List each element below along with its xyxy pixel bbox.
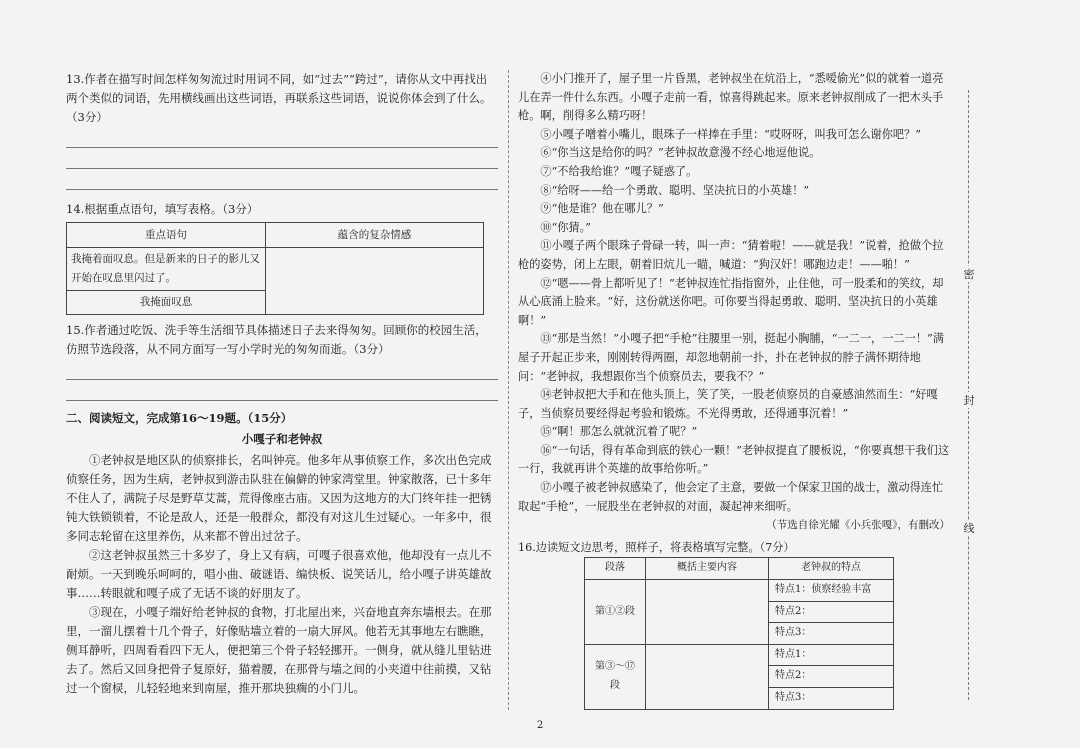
question-16: 16.边读短文边思考，照样子，将表格填写完整。（7分） — [518, 540, 795, 554]
page-number: 2 — [536, 720, 544, 731]
column-divider — [508, 70, 509, 710]
q16-header-traits: 老钟叔的特点 — [769, 558, 894, 580]
right-column — [518, 70, 950, 710]
paragraph: ⑯“一句话，得有革命到底的铁心一颗！”老钟叔提直了腰板说，“你要真想干我们这一行，我就再讲个英雄的故事给你听。” — [518, 443, 950, 476]
question-14: 14.根据重点语句，填写表格。（3分） — [66, 202, 259, 216]
q16-trait-cell[interactable]: 特点3： — [769, 688, 894, 710]
answer-line[interactable] — [66, 361, 498, 380]
q16-table — [584, 557, 894, 709]
q16-trait-cell[interactable]: 特点1： — [769, 644, 894, 666]
paragraph: ⑦“不给我给谁？”嘎子疑惑了。 — [540, 164, 698, 178]
q14-sentence-cell: 我掩着面叹息。但是新来的日子的影儿又开始在叹息里闪过了。 — [67, 248, 266, 291]
gutter-line-char: 线 — [961, 520, 977, 536]
paragraph: ⑭老钟叔把大手和在他头顶上，笑了笑，一股老侦察员的自豪感油然而生：“好嘎子，当侦察员要经得起考验和锻炼。不光得勇敢，还得通事沉着！” — [518, 388, 938, 420]
q14-sentence-cell-2: 我掩面叹息 — [67, 291, 266, 315]
source-citation: （节选自徐光耀《小兵张嘎》，有删改） — [766, 519, 950, 532]
q16-trait-cell[interactable]: 特点2： — [769, 601, 894, 623]
left-column — [66, 70, 498, 698]
q16-trait-cell[interactable]: 特点3： — [769, 623, 894, 645]
q16-group2-summary-answer[interactable] — [646, 644, 769, 709]
q16-group1-summary-answer[interactable] — [646, 580, 769, 645]
q16-header-paragraph: 段落 — [585, 558, 646, 580]
q16-group2-label: 第③～⑰段 — [585, 644, 646, 709]
paragraph: ⑬“那是当然！”小嘎子把“手枪”往腰里一别，挺起小胸脯，“一二一，一二一！”满屋子开起正步来，刚刚转得两圈，却忽地朝前一扑，扑在老钟叔的脖子满怀期待地问：“老钟叔，我想跟你当个侦察员去，要我不？” — [518, 332, 944, 383]
paragraph: ⑮“啊！那怎么就就沉着了呢？” — [540, 425, 698, 439]
q16-group1-label: 第①②段 — [585, 580, 646, 645]
q14-table — [66, 222, 484, 315]
question-13: 13.作者在描写时间怎样匆匆流过时用词不同，如“过去”“跨过”，请你从文中再找出两个类似的词语，先用横线画出这些词语，再联系这些词语，说说你体会到了什么。（3分） — [66, 72, 492, 124]
answer-line[interactable] — [66, 171, 498, 190]
paragraph: ③现在，小嘎子端好给老钟叔的食物，打北屋出来，兴奋地直奔东墙根去。在那里，一溜儿摆着十几个骨子，好像贴墙立着的一扇大屏风。他若无其事地左右瞧瞧，侧耳静听，四周看看四下无人，便把第三个骨子轻轻挪开。一侧身，就从缝儿里钻进去了。然后又回身把骨子复原好，猫着腰，在那骨与墙之间的小夹道中往前摸，又钻过一个窗棂，儿轻轻地来到南屋，推开那块独瘸的小门儿。 — [66, 605, 492, 695]
paragraph: ④小门推开了，屋子里一片昏黑，老钟叔坐在炕沿上，“悉嗳偷光”似的就着一道亮儿在弄一件什么东西。小嘎子走前一看，惊喜得跳起来。原来老钟叔削成了一把木头手枪。啊，削得多么精巧呀！ — [518, 72, 944, 123]
answer-line[interactable] — [66, 150, 498, 169]
paragraph: ⑨“他是谁？他在哪儿？” — [540, 202, 664, 216]
gutter-seal-char: 密 — [961, 266, 977, 282]
q14-header-emotion: 蕴含的复杂情感 — [266, 223, 484, 248]
paragraph: ⑰小嘎子被老钟叔感染了，他会定了主意，要做一个保家卫国的战士，激动得连忙取起“手枪”，一屁股坐在老钟叔的对面，凝起神来细听。 — [518, 481, 944, 513]
question-15: 15.作者通过吃饭、洗手等生活细节具体描述日子去来得匆匆。回顾你的校园生活，仿照节选段落，从不同方面写一写小学时光的匆匆而逝。（3分） — [66, 323, 487, 356]
section-heading: 二、阅读短文，完成第16～19题。（15分） — [66, 411, 293, 425]
q16-trait-cell[interactable]: 特点2： — [769, 666, 894, 688]
q14-answer-cell[interactable] — [266, 248, 484, 315]
answer-line[interactable] — [66, 382, 498, 401]
q16-trait-cell: 特点1：侦察经验丰富 — [769, 580, 894, 602]
paragraph: ①老钟叔是地区队的侦察排长，名叫钟亮。他多年从事侦察工作，多次出色完成侦察任务，因为生病，老钟叔到游击队驻在偏僻的钟家湾堂里。钟家散落，已十多年不住人了，满院子尽是野草艾蒿，荒得像座古庙。又因为这地方的大门终年挂一把锈钝大铁锁锁着，不论是敌人，还是一般群众，都没有对这儿生过疑心。一年多中，很多同志轮留在这里养伤，从来都不曾出过岔子。 — [66, 453, 492, 543]
gutter-seal-char: 封 — [961, 392, 977, 408]
paragraph: ⑩“你猜。” — [540, 220, 591, 234]
paragraph: ⑫“嗯——骨上都听见了！”老钟叔连忙指指窗外，止住他，可一股柔和的笑纹，却从心底涌上脸来。“好，这份就送你吧。可你要当得起勇敢、聪明、坚决抗日的小英雄啊！” — [518, 276, 944, 327]
paragraph: ⑪小嘎子两个眼珠子骨碌一转，叫一声：“猜着啦！——就是我！”说着，抢做个拉枪的姿势，闭上左眼，朝着旧炕儿一瞄，喊道：“狗汉奸！哪跑边走！——啪！” — [518, 239, 944, 271]
q16-header-summary: 概括主要内容 — [646, 558, 769, 580]
paragraph: ②这老钟叔虽然三十多岁了，身上又有病，可嘎子很喜欢他，他却没有一点儿不耐烦。一天到晚乐呵呵的，唱小曲、破谜语、编快板、说笑话儿，给小嘎子讲英雄故事……转眼就和嘎子成了无话不谈的好朋友了。 — [66, 548, 492, 600]
paragraph: ⑥“你当这是给你的吗？”老钟叔故意漫不经心地逗他说。 — [540, 146, 821, 160]
q14-header-sentence: 重点语句 — [67, 223, 266, 248]
passage-title: 小嘎子和老钟叔 — [241, 432, 323, 446]
answer-line[interactable] — [66, 129, 498, 148]
paragraph: ⑧“给呀——给一个勇敢、聪明、坚决抗日的小英雄！” — [540, 183, 810, 197]
paragraph: ⑤小嘎子噌着小嘴儿，眼珠子一样捧在手里：“哎呀呀，叫我可怎么谢你吧？” — [540, 127, 922, 141]
